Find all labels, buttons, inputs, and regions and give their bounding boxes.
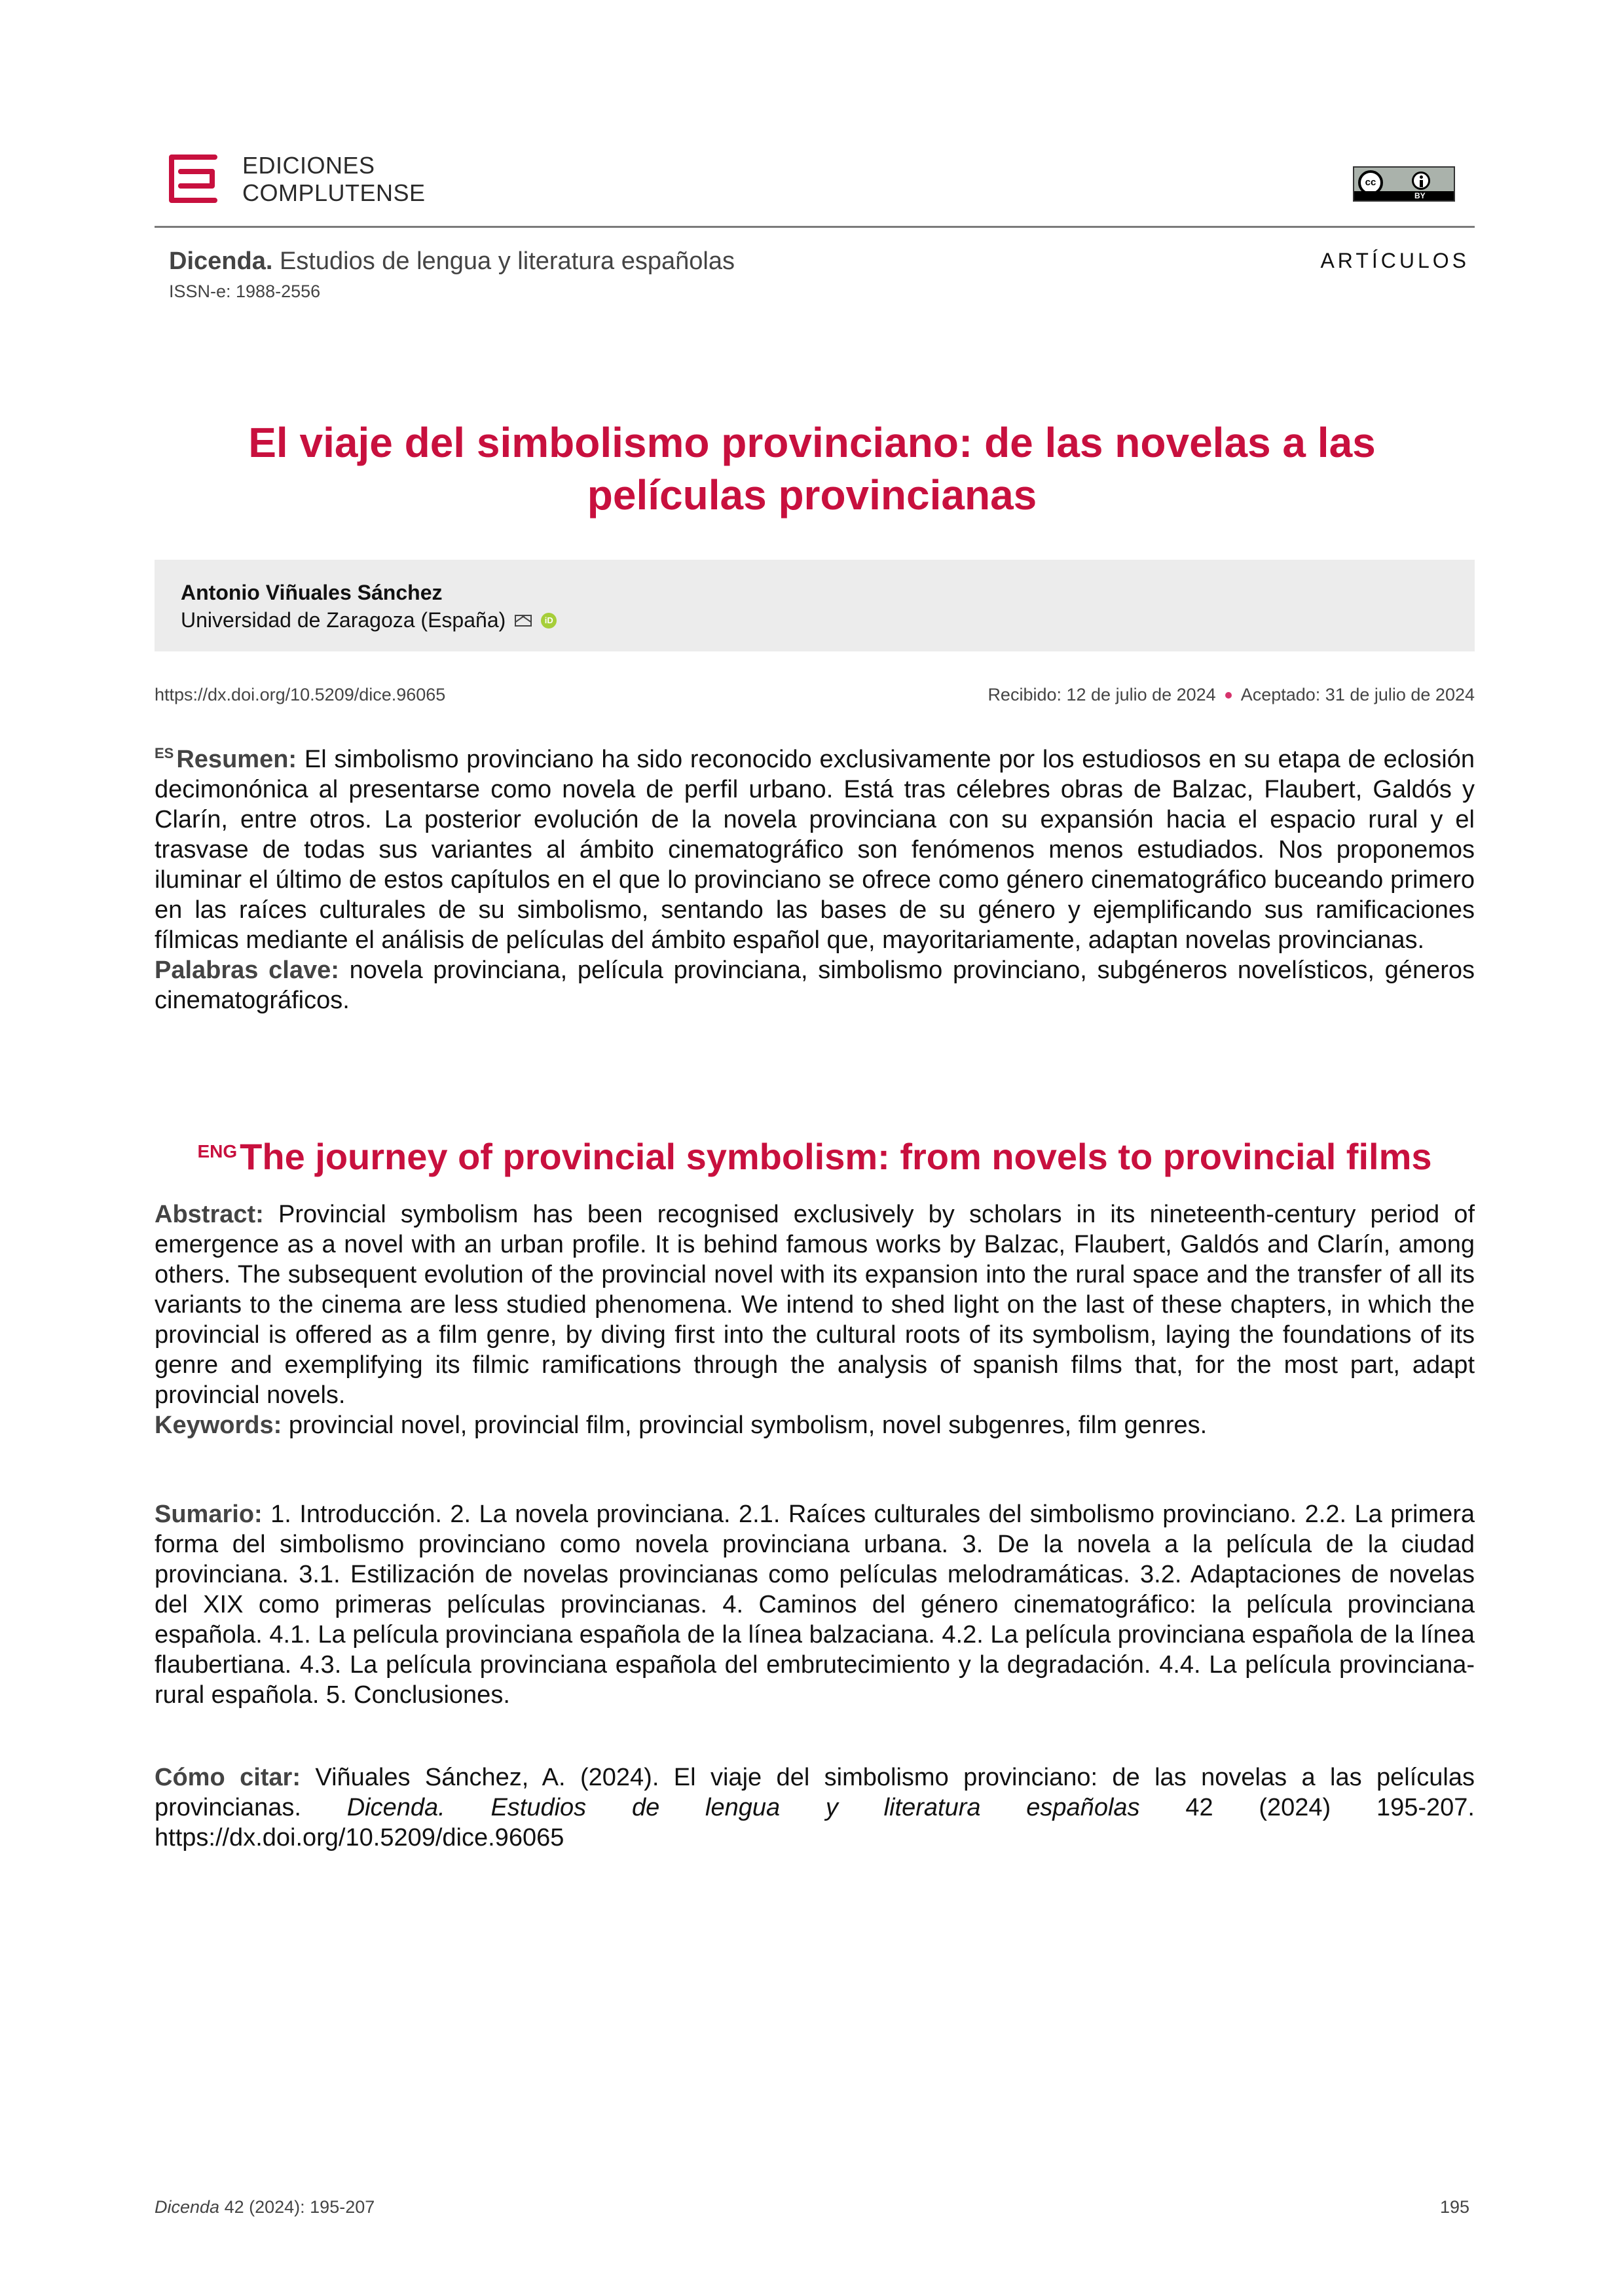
sumario-label: Sumario: [155, 1501, 263, 1528]
article-title: El viaje del simbolismo provinciano: de las novelas a las películas provincianas [248, 419, 1376, 519]
author-box [155, 560, 1475, 651]
abstract-es-label: Resumen: [176, 746, 297, 773]
badge-bar [1354, 191, 1454, 200]
creative-commons-icon: cc [1358, 170, 1383, 195]
lang-tag-eng: ENG [197, 1141, 238, 1161]
citation-text: Viñuales Sánchez, A. (2024). El viaje del simbolismo provinciano: de las novelas a las películas provincianas. [155, 1764, 1475, 1821]
keywords-es-text: novela provinciana, película provinciana, simbolismo provinciano, subgéneros novelísticos, géneros cinematográficos. [155, 957, 1475, 1014]
abstract-en-label: Abstract: [155, 1201, 264, 1228]
header-divider [155, 226, 1475, 228]
english-title [155, 1135, 1475, 1178]
abstract-es [155, 738, 1475, 1015]
abstract-es-text: El simbolismo provinciano ha sido reconocido exclusivamente por los estudiosos en su etapa de eclosión decimonónica al presentarse como novela de perfil urbano. Está tras célebres obras de Balzac, Flaubert, Galdós y Clarín, entre otros. La posterior evolución de la novela provinciana con su expansión hacia el espacio rural y el trasvase de todas sus variantes al ámbito cinematográfico son fenómenos menos estudiados. Nos proponemos iluminar el último de estos capítulos en el que lo provinciano se ofrece como género cinematográfico buceando primero en las raíces culturales de su simbolismo, sentando las bases de su género y ejemplificando sus ramificaciones fílmicas mediante el análisis de películas del ámbito español que, mayoritariamente, adaptan novelas provincianas. [155, 746, 1475, 954]
received-date: Recibido: 12 de julio de 2024 [987, 685, 1216, 704]
dates [987, 685, 1475, 705]
sumario [155, 1499, 1475, 1710]
mail-icon[interactable] [515, 615, 532, 627]
journal-title [169, 246, 735, 276]
ediciones-complutense-logo-icon [169, 155, 217, 203]
page-number: 195 [1439, 2197, 1469, 2217]
lang-tag-es: ES [155, 745, 174, 761]
journal-name: Dicenda. [169, 247, 273, 275]
keywords-en-text: provincial novel, provincial film, provincial symbolism, novel subgenres, film genres. [288, 1412, 1208, 1439]
accepted-date: Aceptado: 31 de julio de 2024 [1240, 685, 1475, 704]
abstract-en-text: Provincial symbolism has been recognised exclusively by scholars in its nineteenth-century period of emergence as a novel with an urban profile. It is behind famous works by Balzac, Flaubert, Galdós and Clarín, among others. The subsequent evolution of the provincial novel with its expansion into the rural space and the transfer of all its variants to the cinema are less studied phenomena. We intend to shed light on the last of these chapters, in which the provincial is offered as a film genre, by diving first into the cultural roots of its symbolism, laying the foundations of its genre and exemplifying its filmic ramifications through the analysis of spanish films that, for the most part, adapt provincial novels. [155, 1201, 1475, 1409]
citation-label: Cómo citar: [155, 1764, 301, 1791]
separator-dot-icon [1225, 692, 1232, 699]
sumario-text: 1. Introducción. 2. La novela provinciana. 2.1. Raíces culturales del simbolismo provinciano. 2.2. La primera forma del simbolismo provinciano como novela provinciana urbana. 3. De la novela a la película de la ciudad provinciana. 3.1. Estilización de novelas provincianas como películas melodramáticas. 3.2. Adaptaciones de novelas del XIX como primeras películas provincianas. 4. Caminos del género cinematográfico: la película provinciana española. 4.1. La película provinciana española de la línea balzaciana. 4.2. La película provinciana española de la línea flaubertiana. 4.3. La película provinciana española del embrutecimiento y la degradación. 4.4. La película provinciana-rural española. 5. Conclusiones. [155, 1501, 1475, 1709]
keywords-en-label: Keywords: [155, 1412, 282, 1439]
author-affiliation-row [181, 608, 557, 632]
license-by-label: BY [1414, 191, 1426, 200]
issn: ISSN-e: 1988-2556 [169, 282, 321, 301]
footer-journal-issue [155, 2197, 375, 2217]
doi-link[interactable]: https://dx.doi.org/10.5209/dice.96065 [155, 685, 446, 704]
abstract-en [155, 1199, 1475, 1440]
footer-issue: 42 (2024): 195-207 [224, 2197, 375, 2217]
citation-issue-doi[interactable]: 42 (2024) 195-207. https://dx.doi.org/10.5209/dice.96065 [155, 1794, 1475, 1851]
journal-subtitle: Estudios de lengua y literatura españolas [279, 247, 735, 275]
footer-journal-name: Dicenda [155, 2197, 220, 2217]
publisher-line-2: COMPLUTENSE [242, 179, 426, 206]
citation-journal: Dicenda. Estudios de lengua y literatura españolas [346, 1794, 1140, 1821]
publisher-line-1: EDICIONES [242, 152, 375, 179]
keywords-es-label: Palabras clave: [155, 957, 339, 984]
orcid-icon[interactable]: iD [541, 613, 557, 629]
how-to-cite [155, 1762, 1475, 1853]
section-label: ARTÍCULOS [1320, 249, 1469, 272]
author-affiliation: Universidad de Zaragoza (España) [181, 608, 506, 632]
article-meta [155, 685, 1475, 705]
publisher-name [242, 152, 426, 207]
cc-by-license-badge[interactable] [1353, 166, 1455, 202]
attribution-person-icon [1412, 172, 1430, 190]
english-title-text: The journey of provincial symbolism: from novels to provincial films [240, 1136, 1432, 1177]
author-name: Antonio Viñuales Sánchez [181, 581, 443, 604]
